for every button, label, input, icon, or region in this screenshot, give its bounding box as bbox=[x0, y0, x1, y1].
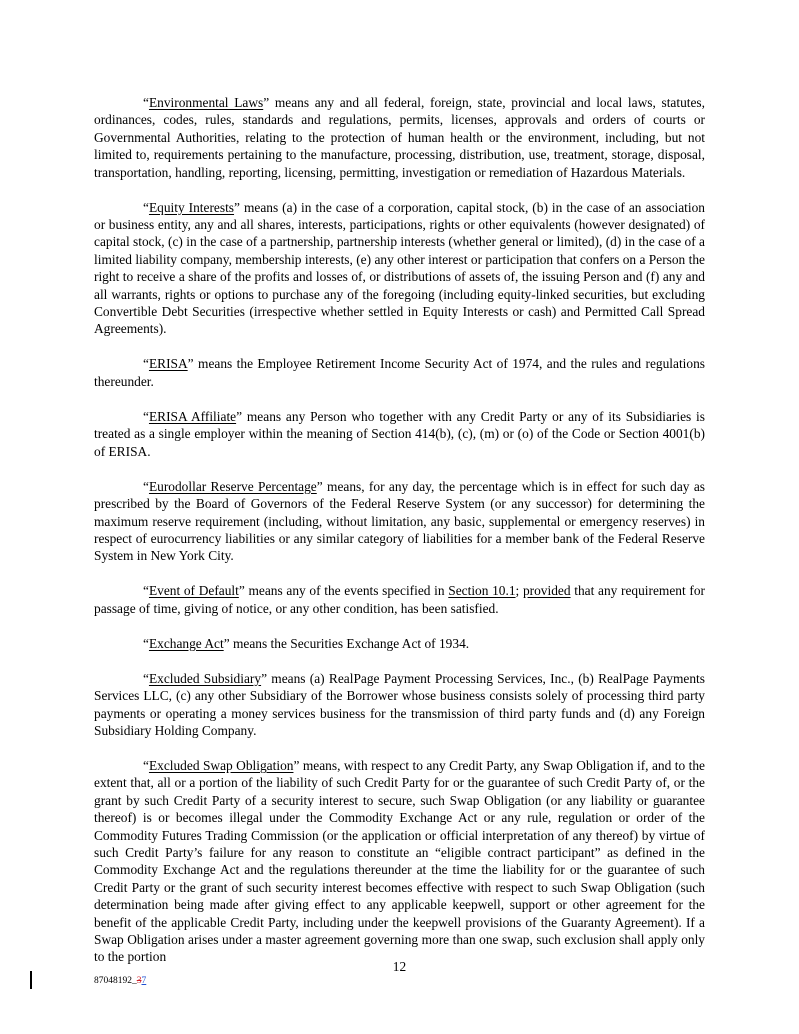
definition-text: that any requirement for passage of time, giving of notice, or any other condition, has been satisfied. bbox=[94, 583, 705, 616]
definition-eurodollar-reserve-percentage: “Eurodollar Reserve Percentage” means, for any day, the percentage which is in effect for such day as prescribed by the Board of Governors of the Federal Reserve System (or any successor) for determining the maximum reserve requirement (including, without limitation, any basic, supplemental or emergency reserves) in respect of eurocurrency liabilities or any similar category of liabilities for a member bank of the Federal Reserve System in New York City. bbox=[94, 478, 705, 564]
defined-term: Event of Default bbox=[148, 583, 239, 599]
version-deleted: 3 bbox=[136, 976, 142, 986]
definition-text: means, for any day, the percentage which is in effect for such day as prescribed by the Board of Governors of the Federal Reserve System (or any successor) for determining the maximum reserve requirement (including, without limitation, any basic, supplemental or emergency reserves) in respect of eurocurrency liabilities or any similar category of liabilities for a member bank of the Federal Reserve System in New York City. bbox=[94, 478, 705, 564]
defined-term: Environmental Laws bbox=[148, 95, 264, 110]
definition-excluded-subsidiary: “Excluded Subsidiary” means (a) RealPage Payment Processing Services, Inc., (b) RealPage Payments Services LLC, (c) any other Subsidiary of the Borrower whose business consists solely of processing third party payments or operating a money services business for the transmission of third party funds and (d) any Foreign Subsidiary Holding Company. bbox=[94, 670, 705, 738]
defined-term: Eurodollar Reserve Percentage bbox=[148, 478, 317, 494]
definition-text: means any of the events specified in bbox=[244, 583, 449, 599]
document-id bbox=[94, 976, 146, 986]
proviso-term: provided bbox=[522, 583, 571, 599]
page-number: 12 bbox=[392, 959, 407, 974]
definition-text: ; bbox=[515, 583, 523, 599]
definition-erisa-affiliate: “ERISA Affiliate” means any Person who together with any Credit Party or any of its Subsidiaries is treated as a single employer within the meaning of Section 414(b), (c), (m) or (o) of the Code or Section 4001(b) of ERISA. bbox=[94, 408, 705, 459]
definition-event-of-default: “Event of Default” means any of the events specified in Section 10.1; provided that any requirement for passage of time, giving of notice, or any other condition, has been satisfied. bbox=[94, 583, 705, 616]
definition-environmental-laws: “Environmental Laws” means any and all federal, foreign, state, provincial and local laws, statutes, ordinances, codes, rules, standards and regulations, permits, licenses, approvals and orders of courts or Governmental Authorities, relating to the protection of human health or the environment, including, but not limited to, requirements pertaining to the manufacture, processing, distribution, use, treatment, storage, disposal, transportation, handling, reporting, licensing, permitting, investigation or remediation of Hazardous Materials. bbox=[94, 95, 705, 180]
version-inserted: 7 bbox=[141, 976, 147, 986]
definition-text: means the Employee Retirement Income Security Act of 1974, and the rules and regulations thereunder. bbox=[94, 356, 705, 389]
defined-term: Excluded Subsidiary bbox=[148, 670, 262, 686]
definition-text: means the Securities Exchange Act of 1934. bbox=[229, 635, 470, 651]
defined-term: ERISA bbox=[148, 356, 188, 372]
definition-text: means any Person who together with any Credit Party or any of its Subsidiaries is treated as a single employer within the meaning of Section 414(b), (c), (m) or (o) of the Code or Section 4001(b) of ERISA. bbox=[94, 408, 705, 459]
change-bar bbox=[30, 971, 32, 989]
definition-text: means any and all federal, foreign, state, provincial and local laws, statutes, ordinances, codes, rules, standards and regulations, permits, licenses, approvals and orders of courts or Governmental Authorities, relating to the protection of human health or the environment, including, but not limited to, requirements pertaining to the manufacture, processing, distribution, use, treatment, storage, disposal, transportation, handling, reporting, licensing, permitting, investigation or remediation of Hazardous Materials. bbox=[94, 95, 705, 180]
definition-text: means (a) in the case of a corporation, capital stock, (b) in the case of an association or business entity, any and all shares, interests, participations, rights or other equivalents (however designated) of capital stock, (c) in the case of a partnership, partnership interests (whether general or limited), (d) in the case of a limited liability company, membership interests, (e) any other interest or participation that confers on a Person the right to receive a share of the profits and losses of, or distributions of assets of, the issuing Person and (f) any and all warrants, rights or options to purchase any of the foregoing (including equity-linked securities, but excluding Convertible Debt Securities (irrespective whether settled in Equity Interests or cash) and Permitted Call Spread Agreements). bbox=[94, 199, 705, 337]
definitions-body bbox=[94, 94, 705, 983]
doc-id-base: 87048192_ bbox=[94, 976, 137, 986]
defined-term: Excluded Swap Obligation bbox=[148, 757, 294, 773]
definition-text: means (a) RealPage Payment Processing Services, Inc., (b) RealPage Payments Services LLC, (c) any other Subsidiary of the Borrower whose business consists solely of processing third party payments or operating a money services business for the transmission of third party funds and (d) any Foreign Subsidiary Holding Company. bbox=[94, 670, 705, 738]
definition-erisa: “ERISA” means the Employee Retirement Income Security Act of 1974, and the rules and regulations thereunder. bbox=[94, 356, 705, 389]
definition-exchange-act: “Exchange Act” means the Securities Exchange Act of 1934. bbox=[143, 635, 470, 651]
definition-equity-interests: “Equity Interests” means (a) in the case of a corporation, capital stock, (b) in the case of an association or business entity, any and all shares, interests, participations, rights or other equivalents (however designated) of capital stock, (c) in the case of a partnership, partnership interests (whether general or limited), (d) in the case of a limited liability company, membership interests, (e) any other interest or participation that confers on a Person the right to receive a share of the profits and losses of, or distributions of assets of, the issuing Person and (f) any and all warrants, rights or options to purchase any of the foregoing (including equity-linked securities, but excluding Convertible Debt Securities (irrespective whether settled in Equity Interests or cash) and Permitted Call Spread Agreements). bbox=[94, 199, 705, 337]
definition-excluded-swap-obligation: “Excluded Swap Obligation” means, with respect to any Credit Party, any Swap Obligation if, and to the extent that, all or a portion of the liability of such Credit Party for or the guarantee of such Credit Party of, or the grant by such Credit Party of a security interest to secure, such Swap Obligation (or any liability or guarantee thereof) is or becomes illegal under the Commodity Exchange Act or any rule, regulation or order of the Commodity Futures Trading Commission (or the application or official interpretation of any thereof) by virtue of such Credit Party’s failure for any reason to constitute an “eligible contract participant” as defined in the Commodity Exchange Act and the regulations thereunder at the time the liability for or the guarantee of such Credit Party or the grant of such security interest becomes effective with respect to such Swap Obligation (such determination being made after giving effect to any applicable keepwell, support or other agreement for the benefit of the applicable Credit Party, including under the keepwell provisions of the Guaranty Agreement). If a Swap Obligation arises under a master agreement governing more than one swap, such exclusion shall apply only to the portion bbox=[94, 757, 705, 965]
defined-term: Exchange Act bbox=[148, 635, 224, 651]
defined-term: ERISA Affiliate bbox=[148, 408, 237, 424]
section-reference: Section 10.1 bbox=[448, 583, 516, 599]
defined-term: Equity Interests bbox=[148, 199, 235, 215]
definition-text: means, with respect to any Credit Party, any Swap Obligation if, and to the extent that, all or a portion of the liability of such Credit Party for or the guarantee of such Credit Party of, or the grant by such Credit Party of a security interest to secure, such Swap Obligation (or any liability or guarantee thereof) is or becomes illegal under the Commodity Exchange Act or any rule, regulation or order of the Commodity Futures Trading Commission (or the application or official interpretation of any thereof) by virtue of such Credit Party’s failure for any reason to constitute an “eligible contract participant” as defined in the Commodity Exchange Act and the regulations thereunder at the time the liability for or the guarantee of such Credit Party or the grant of such security interest becomes effective with respect to such Swap Obligation (such determination being made after giving effect to any applicable keepwell, support or other agreement for the benefit of the applicable Credit Party, including under the keepwell provisions of the Guaranty Agreement). If a Swap Obligation arises under a master agreement governing more than one swap, such exclusion shall apply only to the portion bbox=[94, 757, 705, 965]
